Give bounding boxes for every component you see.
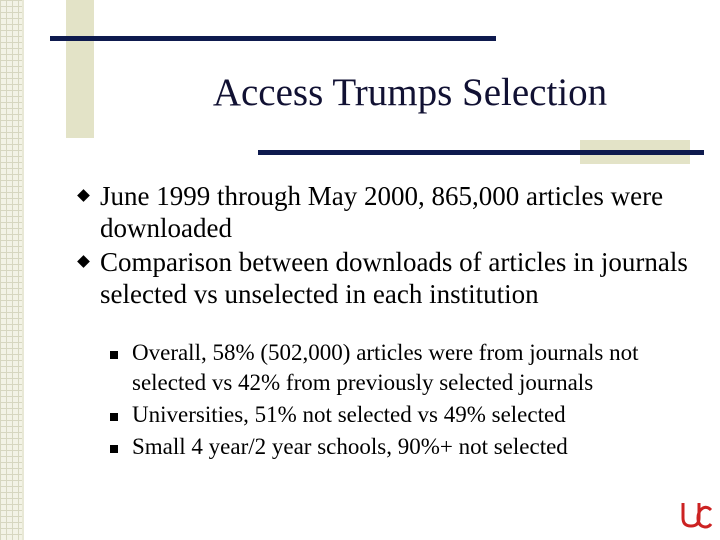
slide-content (74, 180, 704, 464)
diamond-bullet-icon (77, 255, 90, 268)
square-bullet-icon (110, 351, 118, 359)
sub-bullet-item (110, 400, 704, 430)
title-bar-bottom (258, 150, 704, 155)
square-bullet-icon (110, 445, 118, 453)
sub-bullet-text: Overall, 58% (502,000) articles were from journals not selected vs 42% from previously selected journals (132, 340, 639, 395)
sub-bullet-text: Universities, 51% not selected vs 49% selected (132, 402, 566, 427)
sub-bullet-item (110, 432, 704, 462)
bullet-text: Comparison between downloads of articles in journals selected vs unselected in each institution (100, 247, 688, 309)
diamond-bullet-icon (77, 189, 90, 202)
sub-bullet-item (110, 338, 704, 398)
slide-title: Access Trumps Selection (212, 71, 608, 114)
bullet-text: June 1999 through May 2000, 865,000 articles were downloaded (100, 181, 664, 243)
title-bar-top (50, 36, 496, 41)
sub-bullet-list (110, 338, 704, 462)
square-bullet-icon (110, 413, 118, 421)
sub-bullet-text: Small 4 year/2 year schools, 90%+ not selected (132, 434, 568, 459)
title-decor-block (66, 0, 94, 138)
bullet-item (74, 246, 704, 310)
bullet-item (74, 180, 704, 244)
grid-decor-strip (0, 0, 24, 540)
uc-logo-icon (680, 500, 714, 532)
